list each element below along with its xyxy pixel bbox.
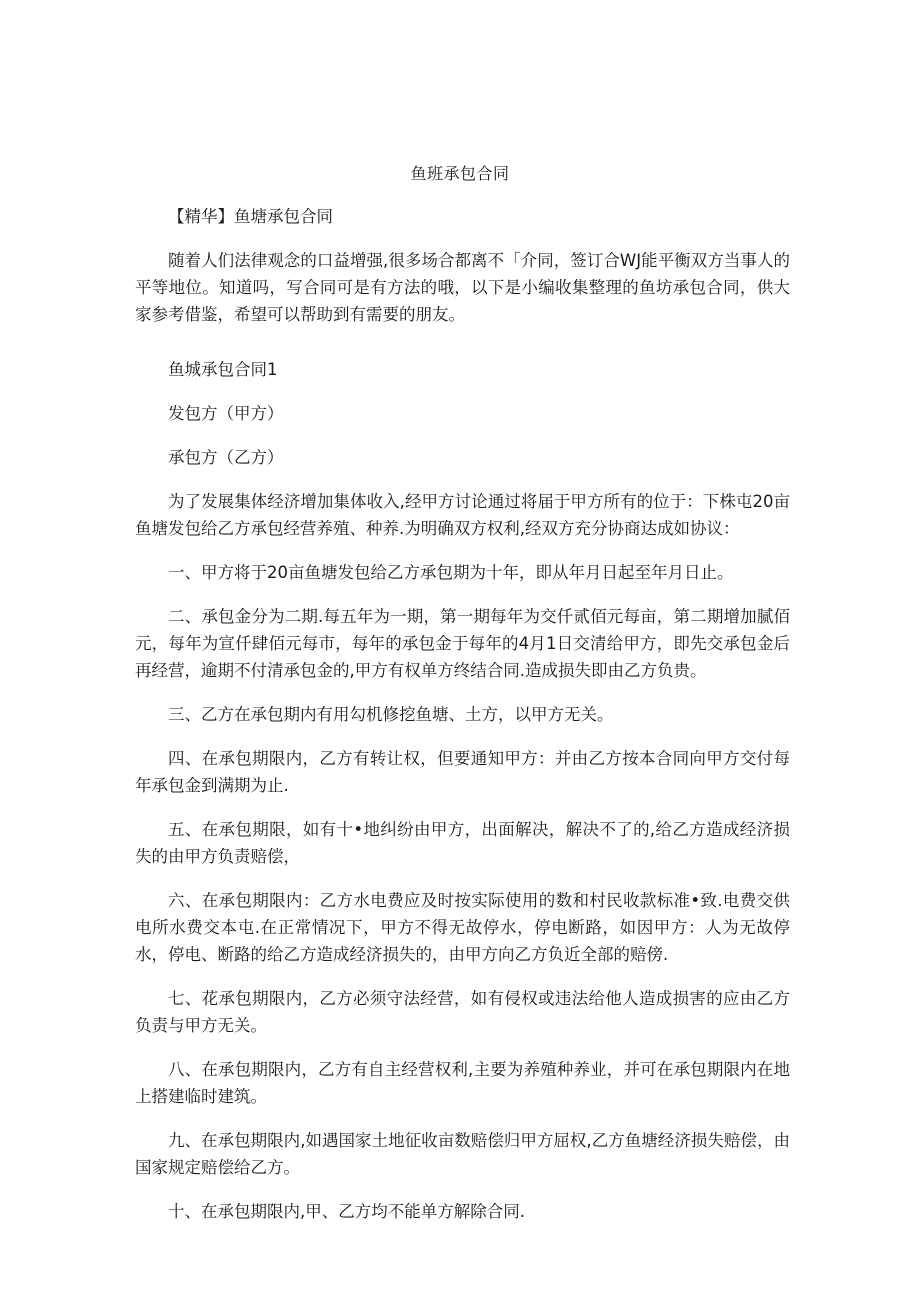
clause-5: 五、在承包期限，如有十•地纠纷由甲方，出面解决，解决不了的,给乙方造成经济损失的由甲方负责赔偿， [135, 820, 790, 866]
clause-9: 九、在承包期限内,如遇国家土地征收亩数赔偿归甲方屈权,乙方鱼塘经济损失赔偿，由国家规定赔偿给乙方。 [135, 1131, 790, 1177]
clause-8: 八、在承包期限内，乙方有自主经营权利,主要为养殖种养业，并可在承包期限内在地上搭建临时建筑。 [135, 1060, 790, 1106]
clause-7: 七、花承包期限内，乙方必须守法经营，如有侵权或违法给他人造成损害的应由乙方负责与甲方无关。 [135, 989, 790, 1035]
clause-1: 一、甲方将于20亩鱼塘发包给乙方承包期为十年，即从年月日起至年月日止。 [168, 563, 734, 582]
clause-2: 二、承包金分为二期.每五年为一期，第一期每年为交仟贰佰元每亩，第二期增加腻佰元，每年为宣仟肆佰元每市，每年的承包金于每年的4月1日交清给甲方，即先交承包金后再经营，逾期不付清承包金的,甲方有权单方终结合同.造成损失即由乙方负贵。 [135, 607, 790, 680]
document-body [135, 203, 790, 1225]
contract-heading: 鱼城承包合同1 [168, 360, 278, 379]
party-a-line: 发包方（甲方） [168, 404, 284, 423]
clause-10: 十、在承包期限内,甲、乙方均不能单方解除合同. [168, 1202, 525, 1221]
clause-4: 四、在承包期限内，乙方有转让权，但要通知甲方：并由乙方按本合同向甲方交付每年承包金到满期为止. [135, 749, 790, 795]
intro-paragraph: 随着人们法律观念的口益增强,很多场合都离不「介同，签订合WJ能平衡双方当事人的平等地位。知道吗，写合同可是有方法的哦，以下是小编收集整理的鱼坊承包合同，供大家参考借鉴，希望可以帮助到有需要的朋友。 [135, 251, 790, 324]
document-title: 鱼班承包合同 [410, 164, 510, 183]
preamble-paragraph: 为了发展集体经济增加集体收入,经甲方讨论通过将届于甲方所有的位于：下株屯20亩鱼塘发包给乙方承包经营养殖、种养.为明确双方权利,经双方充分协商达成如协议： [135, 492, 790, 538]
document-subtitle: 【精华】鱼塘承包合同 [168, 207, 333, 226]
clause-3: 三、乙方在承包期内有用勾机修挖鱼塘、土方，以甲方无关。 [168, 705, 614, 724]
party-b-line: 承包方（乙方） [168, 448, 284, 467]
clause-6: 六、在承包期限内：乙方水电费应及时按实际使用的数和村民收款标准•致.电费交供电所水费交本屯.在正常情况下，甲方不得无故停水，停电断路，如因甲方：人为无故停水，停电、断路的给乙方造成经济损失的，由甲方向乙方负近全部的赔傍. [135, 891, 790, 964]
